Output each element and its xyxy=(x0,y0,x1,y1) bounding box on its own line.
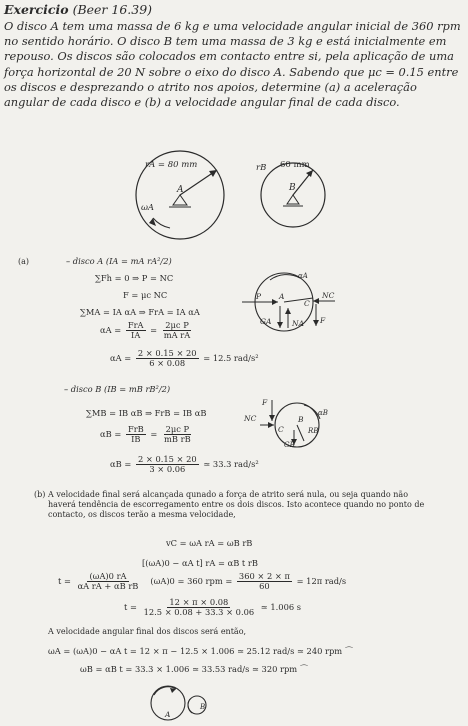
eq-t-value xyxy=(124,598,301,617)
eq-alpha-b-lhs: αB = xyxy=(100,429,122,439)
fbd-b-NC: NC xyxy=(244,414,257,423)
eq-lhs: t = xyxy=(58,576,71,586)
frac-den: 12.5 × 0.08 + 33.3 × 0.06 xyxy=(143,607,255,617)
eq-rhs: ≃ 33.3 rad/s² xyxy=(203,459,259,469)
eq-sum-fh: ∑Fh = 0 ⇒ P = NC xyxy=(95,273,174,283)
rb-value: 60 mm xyxy=(280,160,310,170)
fbd-a-alpha: αA xyxy=(298,272,308,280)
rb-label: rB xyxy=(256,163,267,173)
final-label-b: B xyxy=(200,703,206,711)
omega-a: ωA xyxy=(141,203,155,213)
fbd-a-GA: GA xyxy=(260,317,272,326)
frac-den: 3 × 0.06 xyxy=(149,464,186,474)
eq-vc: vC = ωA rA = ωB rB xyxy=(166,538,253,548)
frac-den: mB rB xyxy=(164,434,191,444)
title-bold: Exercicio xyxy=(4,2,69,17)
frac-num: 2 × 0.15 × 20 xyxy=(137,454,197,464)
rotation-icon: ⌒ xyxy=(344,646,354,656)
eq-alpha-b-value xyxy=(110,455,259,474)
fbd-a-NC: NC xyxy=(322,291,335,300)
frac-num: (ωA)0 rA xyxy=(89,571,127,581)
fbd-a-C: C xyxy=(304,299,310,308)
eq-omega-a-final-text: ωA = (ωA)0 − αA t = 12 × π − 12.5 × 1.006 ≃ 25.12 rad/s ≃ 240 rpm xyxy=(48,646,343,656)
eq-sum-ma: ∑MA = IA αA ⇒ FrA = IA αA xyxy=(80,307,200,317)
frac-num: 360 × 2 × π xyxy=(238,571,290,581)
fbd-a-F: F xyxy=(320,316,326,325)
eq-t xyxy=(58,572,346,591)
fbd-b-C: C xyxy=(278,425,284,434)
eq-sum-mb: ∑MB = IB αB ⇒ FrB = IB αB xyxy=(86,408,207,418)
eq-rhs: ≃ 1.006 s xyxy=(260,602,302,612)
frac-num: 2μc P xyxy=(165,424,190,434)
eq-alpha-b: αB = $\frac{\text{FrB}}{IB}$ = $\frac{\text{2μc P}}{\text{mB rB}}$ xyxy=(100,424,191,444)
part-b-text: A velocidade final será alcançada qunado a força de atrito será nula, ou seja quando não haverá tendência de escorregamento entre os dois discos. Isto acontece quando no ponto de contacto, os discos terão a mesma velocidade, xyxy=(48,490,425,519)
disc-b-header: – disco B (IB = mB rB²/2) xyxy=(64,384,171,394)
eq-alpha-a: αA = $\frac{\text{FrA}}{IA}$ = $\frac{\text{2μc P}}{\text{mA rA}}$ xyxy=(100,320,191,340)
label-b: B xyxy=(289,183,296,193)
final-label-a: A xyxy=(165,710,171,719)
eq-friction: F = μc NC xyxy=(123,290,168,300)
title-reference: (Beer 16.39) xyxy=(72,2,153,17)
eq-equal-velocity: [(ωA)0 − αA t] rA = αB t rB xyxy=(142,558,258,568)
frac-den: 60 xyxy=(259,581,270,591)
disc-a-header: – disco A (IA = mA rA²/2) xyxy=(66,256,172,266)
eq-omega-b-final-text: ωB = αB t = 33.3 × 1.006 ≃ 33.53 rad/s ≃ 320 rpm xyxy=(80,664,298,674)
final-figure xyxy=(140,683,220,723)
eq-omega-b-final xyxy=(80,663,308,675)
fbd-disc-b xyxy=(242,395,332,455)
fbd-b-alpha: αB xyxy=(318,409,328,417)
eq-lhs: t = xyxy=(124,602,137,612)
main-figure xyxy=(125,150,345,245)
frac-num: 12 × π × 0.08 xyxy=(169,597,229,607)
eq-alpha-a-value xyxy=(110,349,259,368)
frac-num: 2μc P xyxy=(165,320,189,330)
eq-lhs: αB = xyxy=(110,459,132,469)
fbd-a-NA: NA xyxy=(292,319,304,328)
fbd-b-GB: GB xyxy=(284,441,295,449)
eq-alpha-a-lhs: αA = xyxy=(100,325,122,335)
final-text: A velocidade angular final dos discos será então, xyxy=(48,627,247,636)
frac-den: IA xyxy=(131,330,141,340)
fbd-b-B: B xyxy=(298,415,304,424)
exercise-title xyxy=(4,2,152,17)
label-a: A xyxy=(177,185,184,195)
frac-num: FrB xyxy=(127,424,144,434)
fbd-a-P: P xyxy=(256,292,262,301)
eq-rhs: = 12π rad/s xyxy=(296,576,347,586)
disc-b xyxy=(256,160,325,227)
eq-lhs: αA = xyxy=(110,353,132,363)
fbd-b-RB: RB xyxy=(308,427,319,435)
eq-omega0: (ωA)0 = 360 rpm = xyxy=(150,576,233,586)
part-a-tag: (a) xyxy=(18,257,30,266)
fbd-disc-a xyxy=(240,268,340,338)
part-b-tag: (b) xyxy=(34,490,46,499)
frac-den: αA rA + αB rB xyxy=(77,581,139,591)
eq-rhs: = 12.5 rad/s² xyxy=(203,353,259,363)
frac-num: FrA xyxy=(127,320,144,330)
fbd-a-A: A xyxy=(279,292,285,301)
problem-statement: O disco A tem uma massa de 6 kg e uma velocidade angular inicial de 360 rpm no sentido horário. O disco B tem uma massa de 3 kg e está inicialmente em repouso. Os discos são colocados em contacto entre si, pela aplicação de uma força horizontal de 20 N sobre o eixo do disco A. Sabendo que μc = 0.15 entre os discos e desprezando o atrito nos apoios, determine (a) a aceleração angular de cada disco e (b) a velocidade angular final de cada disco. xyxy=(4,19,461,110)
frac-num: 2 × 0.15 × 20 xyxy=(137,348,197,358)
frac-den: IB xyxy=(131,434,141,444)
eq-omega-a-final xyxy=(48,645,353,657)
ra-label: rA = 80 mm xyxy=(145,160,198,170)
rotation-icon: ⌒ xyxy=(299,664,309,674)
frac-den: mA rA xyxy=(163,330,191,340)
fbd-b-F: F xyxy=(262,398,268,407)
frac-den: 6 × 0.08 xyxy=(149,358,186,368)
disc-a xyxy=(136,151,224,239)
